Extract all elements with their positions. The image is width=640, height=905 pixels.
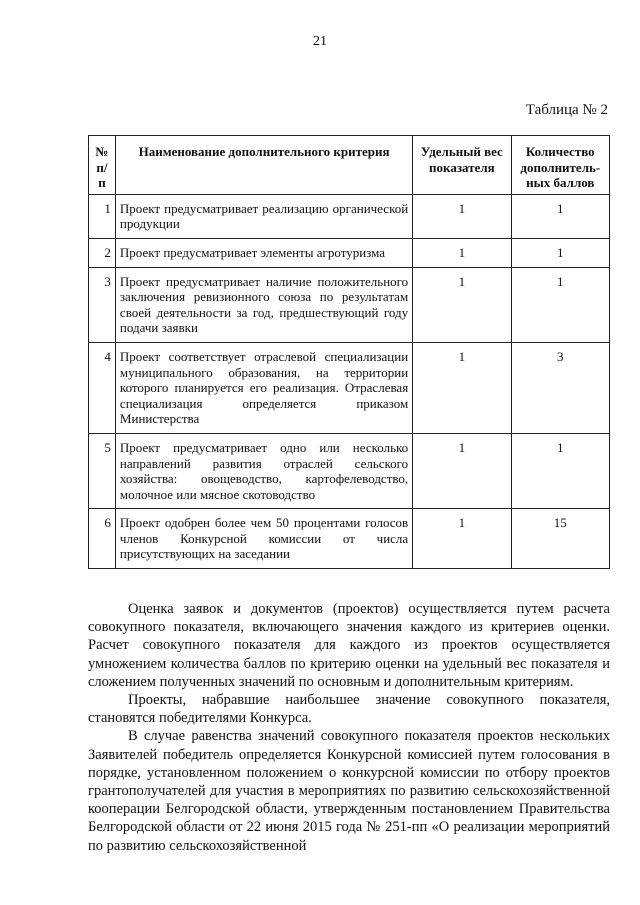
- table-row: [89, 194, 610, 238]
- row-name: Проект предусматривает реализацию органической продукции: [115, 194, 412, 238]
- row-points: 3: [511, 342, 609, 433]
- body-text: [88, 600, 610, 855]
- paragraph: Оценка заявок и документов (проектов) осуществляется путем расчета совокупного показателя, включающего значения каждого из критериев оценки. Расчет совокупного показателя для каждого из проектов осуществляется умножением количества баллов по критерию оценки на удельный вес показателя и сложением полученных значений по основным и дополнительным критериям.: [88, 601, 610, 690]
- table-row: [89, 509, 610, 569]
- row-name: Проект предусматривает одно или несколько направлений развития отраслей сельского хозяйства: овощеводство, картофелеводство, молочное или мясное скотоводство: [115, 433, 412, 508]
- table-header-row: [89, 136, 610, 195]
- row-num: 5: [89, 433, 116, 508]
- row-num: 2: [89, 238, 116, 267]
- row-points: 1: [511, 433, 609, 508]
- row-weight: 1: [413, 433, 511, 508]
- row-weight: 1: [413, 342, 511, 433]
- paragraph: В случае равенства значений совокупного показателя проектов нескольких Заявителей победитель определяется Конкурсной комиссией путем голосования в порядке, установленном положением о конкурсной комиссии по отбору проектов грантополучателей для участия в мероприятиях по развитию сельскохозяйственной кооперации Белгородской области, утвержденным постановлением Правительства Белгородской области от 22 июня 2015 года № 251-пп «О реализации мероприятий по развитию сельскохозяйственной: [88, 728, 610, 854]
- table-row: [89, 342, 610, 433]
- row-weight: 1: [413, 238, 511, 267]
- table-caption: Таблица № 2: [525, 102, 608, 118]
- row-weight: 1: [413, 194, 511, 238]
- row-num: 6: [89, 509, 116, 569]
- row-name: Проект предусматривает элементы агротуризма: [115, 238, 412, 267]
- row-points: 15: [511, 509, 609, 569]
- row-num: 3: [89, 267, 116, 342]
- row-name: Проект предусматривает наличие положительного заключения ревизионного союза по результатам своей деятельности за год, предшествующий году подачи заявки: [115, 267, 412, 342]
- header-points: Количество дополнитель-ных баллов: [511, 136, 609, 195]
- row-weight: 1: [413, 267, 511, 342]
- header-num: № п/п: [89, 136, 116, 195]
- table-row: [89, 267, 610, 342]
- page-number: 21: [313, 34, 327, 49]
- paragraph: Проекты, набравшие наибольшее значение совокупного показателя, становятся победителями Конкурса.: [88, 692, 610, 727]
- table-body: [89, 194, 610, 568]
- row-points: 1: [511, 267, 609, 342]
- table-row: [89, 238, 610, 267]
- row-weight: 1: [413, 509, 511, 569]
- row-points: 1: [511, 194, 609, 238]
- row-num: 1: [89, 194, 116, 238]
- header-name: Наименование дополнительного критерия: [115, 136, 412, 195]
- row-num: 4: [89, 342, 116, 433]
- table-row: [89, 433, 610, 508]
- row-name: Проект одобрен более чем 50 процентами голосов членов Конкурсной комиссии от числа присутствующих на заседании: [115, 509, 412, 569]
- header-weight: Удельный вес показателя: [413, 136, 511, 195]
- row-points: 1: [511, 238, 609, 267]
- criteria-table: [88, 135, 610, 569]
- row-name: Проект соответствует отраслевой специализации муниципального образования, на территории которого планируется его реализация. Отраслевая специализация определяется приказом Министерства: [115, 342, 412, 433]
